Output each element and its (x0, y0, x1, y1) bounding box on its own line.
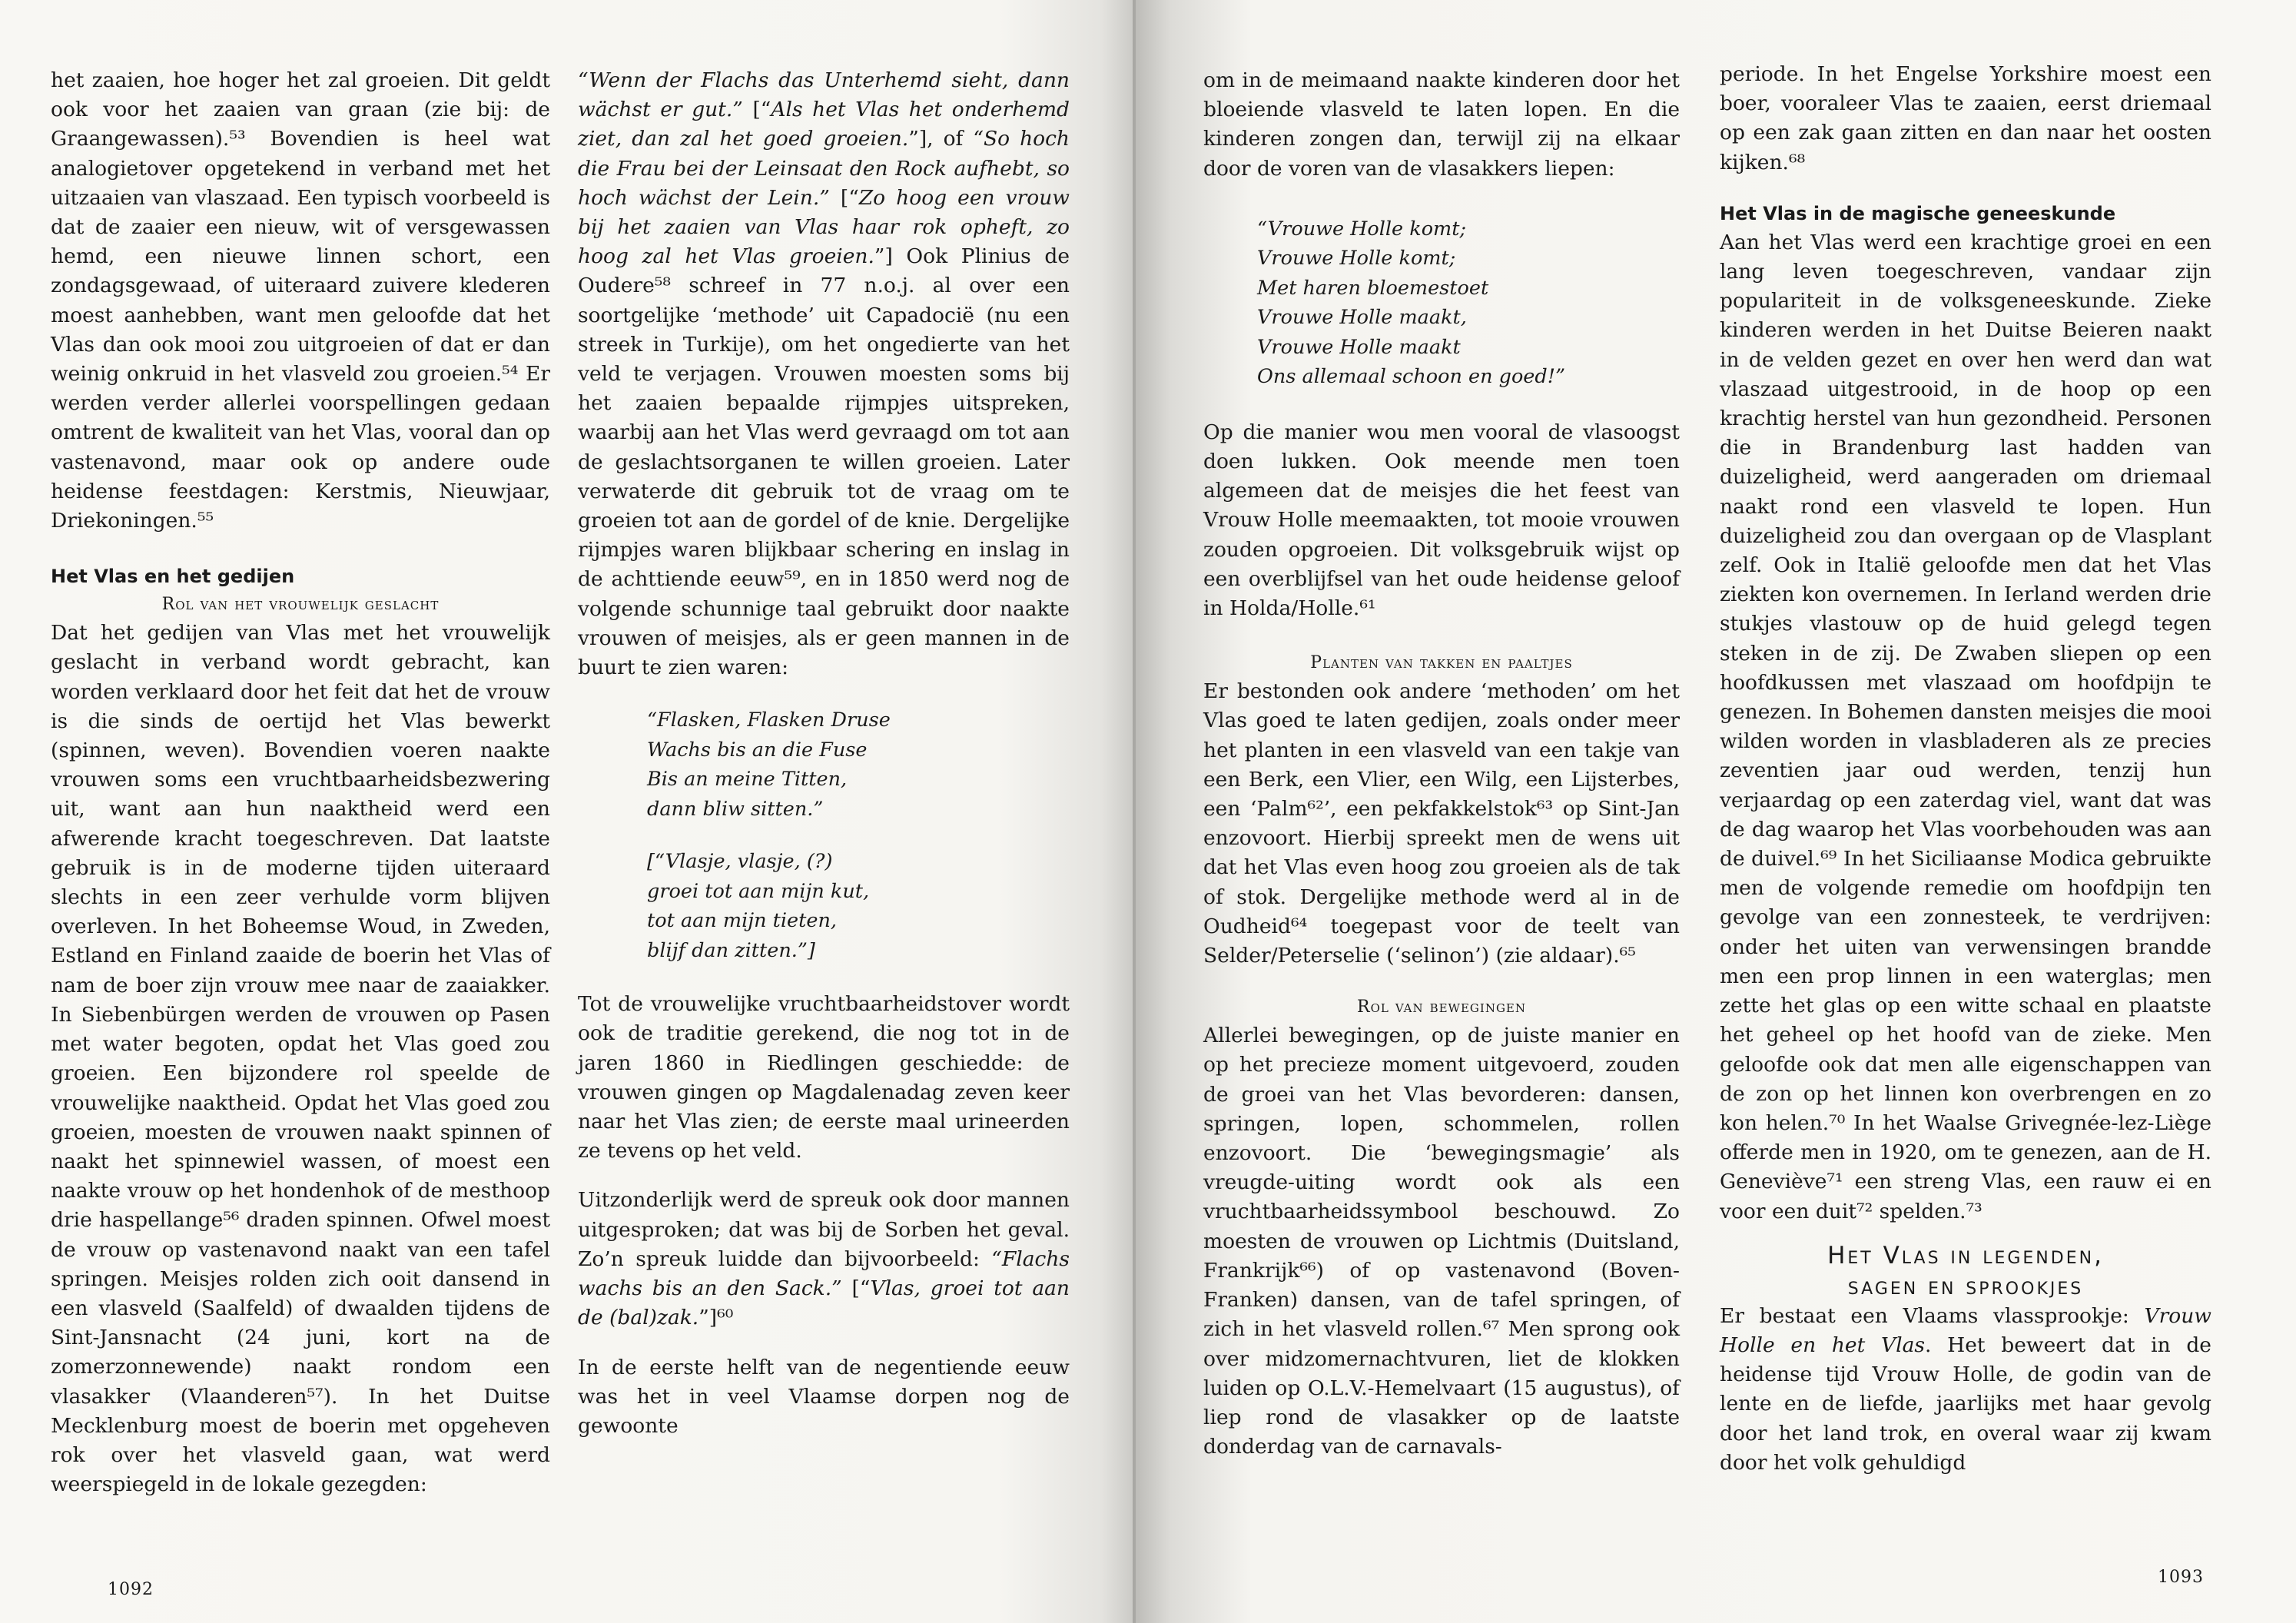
subheading: Planten van takken en paaltjes (1310, 653, 1573, 673)
verse-line: tot aan mijn tieten, (647, 909, 838, 933)
left-page (0, 0, 1136, 1623)
verse-line: groei tot aan mijn kut, (647, 879, 870, 903)
verse-line: Met haren bloemestoet (1257, 276, 1489, 300)
verse (578, 705, 1070, 824)
quote: Zo hoog een vrouw bij het zaaien van Vlas haar rok opheft, zo hoog zal het Vlas groeien. (578, 185, 1070, 269)
text: Er bestaat een Vlaams vlassprookje: (1720, 1303, 2145, 1328)
text: Uitzonderlijk werd de spreuk ook door mannen uitgesproken; dat was bij de Sorben het geval. Zo’n spreuk luidde dan bijvoorbeeld: (578, 1188, 1070, 1271)
verse-line: “Flasken, Flasken Druse (647, 709, 891, 732)
paragraph (578, 66, 1070, 682)
subheading: Rol van het vrouwelijk geslacht (161, 595, 440, 615)
verse-line: Vrouwe Holle maakt, (1257, 306, 1467, 330)
section-heading: Het Vlas en het gedijen (51, 566, 295, 588)
paragraph: Op die manier wou men vooral de vlasoogst doen lukken. Ook meende men toen algemeen dat de meisjes die het feest van Vrouw Holle meemaakten, tot mooie vrouwen zouden opgroeien. Dit volksgebruik wijst op een overblijfsel van het oude heidense geloof in Holda/Holle.⁶¹ (1203, 420, 1680, 621)
text: . Het beweert dat in de heidense tijd Vrouw Holle, de godin van de lente en de liefde, jaarlijks met haar gevolg door het land trok, en overal waar zij kwam door het volk gehuldigd (1720, 1333, 2211, 1475)
text: [“ (742, 98, 771, 122)
text: ”]⁶⁰ (698, 1306, 734, 1330)
verse-line: Vrouwe Holle maakt (1257, 335, 1461, 359)
title-italic: Vrouw Holle en het Vlas (1720, 1303, 2211, 1357)
verse (1203, 214, 1680, 392)
chapter-heading-line: sagen en sprookjes (1847, 1272, 2084, 1300)
paragraph: om in de meimaand naakte kinderen door het bloeiende vlasveld te laten lopen. En die kinderen zongen dan, terwijl zij na elkaar door de voren van de vlasakkers liepen: (1203, 68, 1680, 181)
subheading: Rol van bewegingen (1356, 997, 1527, 1017)
verse-line: blijf dan zitten.”] (647, 938, 815, 962)
paragraph: Dat het gedijen van Vlas met het vrouwelijk geslacht in verband wordt gebracht, kan worden verklaard door het feit dat het de vrouw is die sinds de oertijd het Vlas bewerkt (spinnen, weven). Bovendien voeren naakte vrouwen soms een vruchtbaarheidsbezwering uit, want aan hun naaktheid werd een afwerende kracht toegeschreven. Dat laatste gebruik is in de moderne tijden uiteraard slechts in een zeer verhulde vorm blijven overleven. In het Boheemse Woud, in Zweden, Estland en Finland zaaide de boerin het Vlas of nam de boer zijn vrouw mee naar de zaaiakker. In Siebenbürgen werden de vrouwen op Pasen met water begoten, opdat het Vlas goed zou groeien. Een bijzondere rol speelde de vrouwelijke naaktheid. Opdat het Vlas goed zou groeien, moesten de vrouwen naakt spinnen of naakt het spinnewiel wassen, of moest een naakte vrouw op het hondenhok of de mesthoop drie haspellange⁵⁶ draden spinnen. Ofwel moest de vrouw op vastenavond naakt van een tafel springen. Meisjes rolden zich ooit dansend in een vlasveld (Saalfeld) of dwaalden tijdens de Sint-Jansnacht (24 juni, kort na de zomerzonnewende) naakt rondom een vlasakker (Vlaanderen⁵⁷). In het Duitse Mecklenburg moest de boerin met opgeheven rok over het vlasveld gaan, wat werd weerspiegeld in de lokale gezegden: (51, 621, 550, 1497)
text: ”] Ook Plinius de Oudere⁵⁸ schreef in 77 n.o.j. al over een soortgelijke ‘methode’ uit Capadocië (nu een streek in Turkije), om het ongedierte van het veld te verjagen. Vrouwen moesten soms bij het zaaien bepaalde rijmpjes uitspreken, waarbij aan het Vlas werd gevraagd om tot aan de geslachtsorganen te willen groeien. Later verwaterde dit gebruik tot de vraag om te groeien tot aan de gordel of de knie. Dergelijke rijmpjes waren blijkbaar schering en inslag in de achttiende eeuw⁵⁹, en in 1850 werd nog de volgende schunnige taal gebruikt door naakte vrouwen of meisjes, als er geen mannen in de buurt te zien waren: (578, 244, 1070, 680)
quote: Vlas, groei tot aan de (bal)zak. (578, 1276, 1070, 1330)
quote: “So hoch die Frau bei der Leinsaat den Rock aufhebt, so hoch wächst der Lein.” (578, 127, 1070, 210)
right-page (1136, 0, 2296, 1623)
quote: “Flachs wachs bis an den Sack.” (578, 1246, 1070, 1301)
verse-line: Ons allemaal schoon en goed!” (1257, 365, 1565, 389)
page-number: 1092 (108, 1580, 154, 1599)
verse-line: dann bliw sitten.” (647, 797, 824, 821)
paragraph: Allerlei bewegingen, op de juiste manier en op het precieze moment uitgevoerd, zouden de groei van het Vlas bevorderen: dansen, springen, lopen, schommelen, rollen enzovoort. Die ‘bewegingsmagie’ als vreugde-uiting wordt ook als een vruchtbaarheidssymbool beschouwd. Zo moesten de vrouwen op Lichtmis (Duitsland, Frankrijk⁶⁶) of op vastenavond (Boven-Franken) dansen, van de tafel springen, of zich in het vlasveld rollen.⁶⁷ Men sprong ook over midzomernachtvuren, liet de klokken luiden op O.L.V.-Hemelvaart (15 augustus), of liep rond de vlasakker op de laatste donderdag van de carnavals- (1203, 1024, 1680, 1459)
right-column-1 (1203, 66, 1680, 1462)
verse-translation (578, 847, 1070, 965)
right-column-2 (1720, 60, 2211, 1478)
paragraph: het zaaien, hoe hoger het zal groeien. Dit geldt ook voor het zaaien van graan (zie bij: de Graangewassen).⁵³ Bovendien is heel wat analogietover opgetekend in verband met het uitzaaien van vlaszaad. Een typisch voorbeeld is dat de zaaier een nieuw, wit of versgewassen hemd, een nieuwe linnen schort, een zondagsgewaad, of uiteraard zuivere klederen moest aanhebben, want men geloofde dat het Vlas dan ook mooi zou uitgroeien of dat er dan weinig onkruid in het vlasveld zou groeien.⁵⁴ Er werden verder allerlei voorspellingen gedaan omtrent de kwaliteit van het Vlas, vooral dan op vastenavond, maar ook op andere oude heidense feestdagen: Kerstmis, Nieuwjaar, Driekoningen.⁵⁵ (51, 68, 550, 533)
quote: “Wenn der Flachs das Unterhemd sieht, dann wächst er gut.” (578, 68, 1070, 122)
text: [“ (841, 1276, 871, 1301)
section-heading: Het Vlas in de magische geneeskunde (1720, 202, 2116, 224)
paragraph: Er bestonden ook andere ‘methoden’ om het Vlas goed te laten gedijen, zoals onder meer het planten in een vlasveld van een takje van een Berk, een Vlier, een Wilg, een Lijsterbes, een ‘Palm⁶²’, een pekfakkelstok⁶³ op Sint-Jan enzovoort. Hierbij spreekt men de wens uit dat het Vlas even hoog zou groeien als de tak of stok. Dergelijke methode werd al in de Oudheid⁶⁴ toegepast voor de teelt van Selder/Peterselie (‘selinon’) (zie aldaar).⁶⁵ (1203, 679, 1680, 968)
paragraph: periode. In het Engelse Yorkshire moest een boer, vooraleer Vlas te zaaien, eerst driemaal op een zak gaan zitten en dan naar het oosten kijken.⁶⁸ (1720, 62, 2211, 174)
verse-line: Vrouwe Holle komt; (1257, 247, 1456, 270)
paragraph: Aan het Vlas werd een krachtige groei en een lang leven toegeschreven, vandaar zijn populariteit in de volksgeneeskunde. Zieke kinderen werden in het Duitse Beieren naakt in de velden gezet en over hen werd dan wat vlaszaad uitgestrooid, in de hoop op een krachtig herstel van hun gezondheid. Personen die in Brandenburg last hadden van duizeligheid, werd aangeraden om driemaal naakt rond een vlasveld te lopen. Hun duizeligheid zou dan overgaan op de Vlasplant zelf. Ook in Italië geloofde men dat het Vlas ziekten kon overnemen. In Ierland werden drie stukjes vlastouw op de huid gelegd tegen steken in de zij. De Zwaben sliepen op een hoofdkussen met vlaszaad om hoofdpijn te genezen. In Bohemen dansten meisjes die mooi wilden worden in vlasbladeren als ze precies zeventien jaar oud werden, tenzij hun verjaardag op een zaterdag viel, want dat was de dag waarop het Vlas voorbehouden was aan de duivel.⁶⁹ In het Siciliaanse Modica gebruikte men de volgende remedie om hoofdpijn ten gevolge van een zonnesteek, te verdrijven: onder het uiten van verwensingen brandde men een prop linnen in een waterglas; men zette het glas op een witte schaal en plaatste het geheel op het hoofd van de zieke. Men geloofde ook dat men alle eigenschappen van de zon op het linnen kon overbrengen en zo kon helen.⁷⁰ In het Waalse Grivegnée-lez-Liège offerde men in 1920, om te genezen, aan de H. Geneviève⁷¹ een streng Vlas, een rauw ei en voor een duit⁷² spelden.⁷³ (1720, 230, 2211, 1223)
page-number: 1093 (2158, 1568, 2204, 1587)
verse-line: Wachs bis an die Fuse (647, 738, 868, 762)
verse-line: “Vrouwe Holle komt; (1257, 217, 1467, 241)
text: [“ (829, 185, 859, 210)
left-column-2 (578, 66, 1070, 1441)
verse-line: [“Vlasje, vlasje, (?) (647, 850, 833, 874)
chapter-heading-line: Het Vlas in legenden, (1827, 1241, 2104, 1270)
paragraph: Tot de vrouwelijke vruchtbaarheidstover wordt ook de traditie gerekend, die nog tot in de jaren 1860 in Riedlingen geschiedde: de vrouwen gingen op Magdalenadag zeven keer naar het Vlas zien; de eerste maal urineerden ze tevens op het veld. (578, 992, 1070, 1163)
paragraph (578, 1186, 1070, 1333)
verse-line: Bis an meine Titten, (647, 768, 848, 792)
text: ”], of (908, 127, 974, 151)
chapter-heading (1720, 1240, 2211, 1302)
paragraph (1720, 1302, 2211, 1478)
left-column-1 (51, 66, 550, 1499)
paragraph: In de eerste helft van de negentiende eeuw was het in veel Vlaamse dorpen nog de gewoonte (578, 1355, 1070, 1438)
quote: Als het Vlas het onderhemd ziet, dan zal het goed groeien. (578, 98, 1070, 151)
